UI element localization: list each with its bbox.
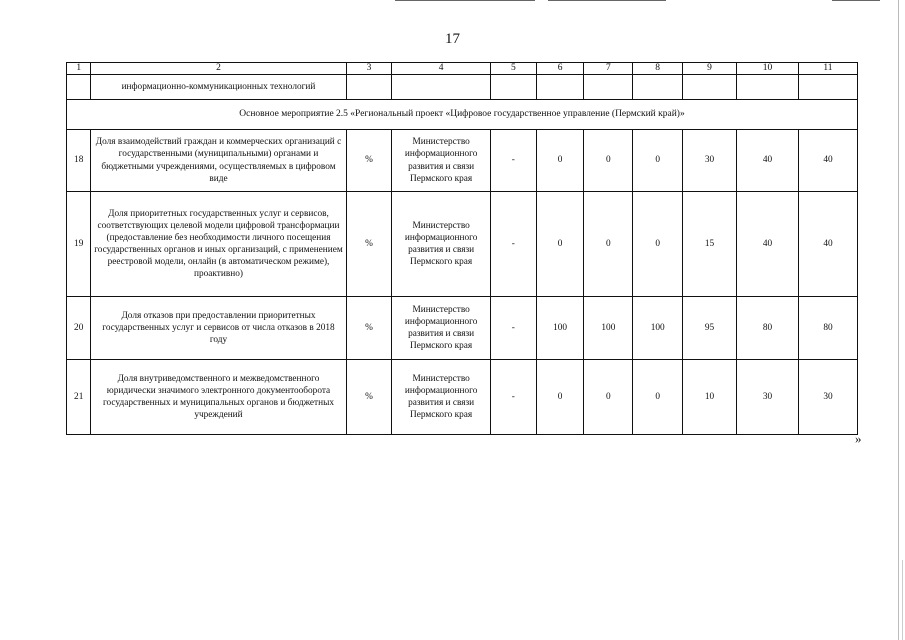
indicator-cell: Доля приоритетных государственных услуг и сервисов, соответствующих целевой модели цифровой трансформации (предоставление без необходимости личного посещения государственных органов и иных организаций, с применением реестровой модели, онлайн (в автоматическом режиме), проактивно) [91, 192, 346, 297]
value-cell: 40 [798, 192, 857, 297]
scan-line [548, 0, 666, 1]
column-header: 6 [536, 63, 584, 75]
value-cell: 0 [584, 130, 633, 192]
responsible-cell: Министерство информационного развития и связи Пермского края [392, 297, 491, 360]
value-cell: 0 [633, 130, 683, 192]
value-cell: 100 [584, 297, 633, 360]
column-header: 7 [584, 63, 633, 75]
table-row [67, 192, 858, 297]
value-cell: 10 [683, 360, 737, 435]
table-cell [490, 75, 536, 100]
value-cell: 100 [633, 297, 683, 360]
value-cell: 95 [683, 297, 737, 360]
table-cell [67, 75, 91, 100]
value-cell: 0 [536, 130, 584, 192]
unit-cell: % [346, 130, 392, 192]
table-cell [584, 75, 633, 100]
indicator-cell: информационно-коммуникационных технологий [91, 75, 346, 100]
column-header: 8 [633, 63, 683, 75]
unit-cell: % [346, 192, 392, 297]
column-number-header-row [67, 63, 858, 75]
value-cell: - [490, 297, 536, 360]
table-cell [392, 75, 491, 100]
row-number: 20 [67, 297, 91, 360]
value-cell: 30 [798, 360, 857, 435]
unit-cell: % [346, 360, 392, 435]
responsible-cell: Министерство информационного развития и связи Пермского края [392, 360, 491, 435]
responsible-cell: Министерство информационного развития и связи Пермского края [392, 130, 491, 192]
column-header: 5 [490, 63, 536, 75]
scan-line [395, 0, 535, 1]
value-cell: - [490, 360, 536, 435]
value-cell: 30 [683, 130, 737, 192]
column-header: 11 [798, 63, 857, 75]
value-cell: 0 [633, 360, 683, 435]
table-cell [536, 75, 584, 100]
table-cell [798, 75, 857, 100]
section-title: Основное мероприятие 2.5 «Региональный проект «Цифровое государственное управление (Пермский край)» [67, 100, 858, 130]
value-cell: 0 [633, 192, 683, 297]
page-number: 17 [445, 31, 460, 47]
value-cell: 40 [736, 192, 798, 297]
value-cell: 15 [683, 192, 737, 297]
table-row [67, 297, 858, 360]
responsible-cell: Министерство информационного развития и связи Пермского края [392, 192, 491, 297]
scan-line [832, 0, 880, 1]
table-cell [683, 75, 737, 100]
table-cell [633, 75, 683, 100]
value-cell: 80 [798, 297, 857, 360]
column-header: 10 [736, 63, 798, 75]
table-row [67, 130, 858, 192]
column-header: 2 [91, 63, 346, 75]
indicator-cell: Доля взаимодействий граждан и коммерческих организаций с государственными (муниципальными) органами и бюджетными учреждениями, осуществляемых в цифровом виде [91, 130, 346, 192]
top-scan-lines [0, 0, 905, 4]
value-cell: 80 [736, 297, 798, 360]
row-number: 21 [67, 360, 91, 435]
indicators-table [66, 62, 858, 435]
indicator-cell: Доля отказов при предоставлении приоритетных государственных услуг и сервисов от числа отказов в 2018 году [91, 297, 346, 360]
value-cell: - [490, 130, 536, 192]
closing-quote: » [855, 431, 862, 446]
scan-edge [902, 560, 903, 640]
value-cell: 0 [584, 360, 633, 435]
value-cell: 0 [584, 192, 633, 297]
value-cell: 100 [536, 297, 584, 360]
value-cell: 0 [536, 360, 584, 435]
table-cell [346, 75, 392, 100]
value-cell: 40 [736, 130, 798, 192]
value-cell: 30 [736, 360, 798, 435]
value-cell: 0 [536, 192, 584, 297]
scan-edge [898, 0, 899, 640]
column-header: 1 [67, 63, 91, 75]
column-header: 9 [683, 63, 737, 75]
continuation-row [67, 75, 858, 100]
unit-cell: % [346, 297, 392, 360]
column-header: 3 [346, 63, 392, 75]
row-number: 18 [67, 130, 91, 192]
table-row [67, 360, 858, 435]
column-header: 4 [392, 63, 491, 75]
indicator-cell: Доля внутриведомственного и межведомственного юридически значимого электронного документооборота государственных и муниципальных органов и бюджетных учреждений [91, 360, 346, 435]
table-cell [736, 75, 798, 100]
value-cell: - [490, 192, 536, 297]
value-cell: 40 [798, 130, 857, 192]
row-number: 19 [67, 192, 91, 297]
section-row [67, 100, 858, 130]
